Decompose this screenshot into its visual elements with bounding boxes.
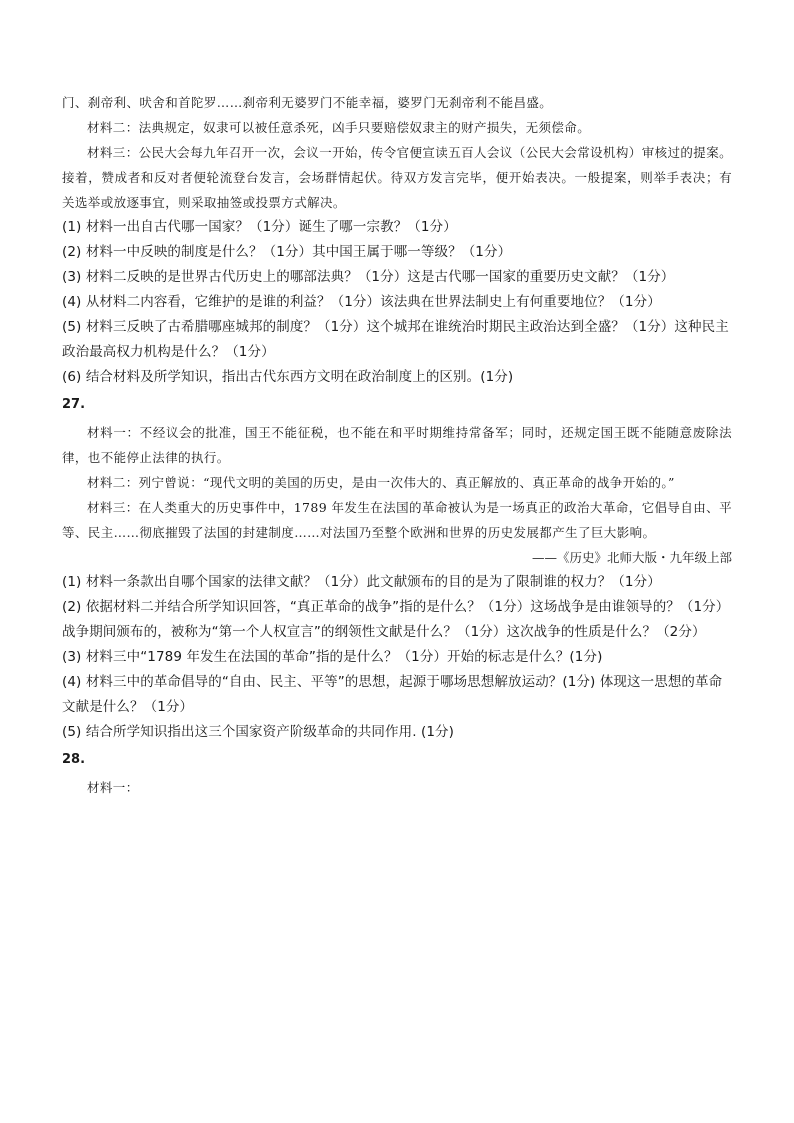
material-continuation: 门、刹帝利、吠舍和首陀罗……刹帝利无婆罗门不能幸福，婆罗门无刹帝利不能昌盛。: [62, 95, 553, 110]
question-26-5: (5) 材料三反映了古希腊哪座城邦的制度？（1分）这个城邦在谁统治时期民主政治达到全盛？（1分）这种民主政治最高权力机构是什么？（1分）: [62, 319, 729, 360]
question-list-26: [62, 215, 732, 390]
worksheet-page: [62, 90, 732, 800]
question-26-6: (6) 结合材料及所学知识，指出古代东西方文明在政治制度上的区别。(1分): [62, 369, 514, 385]
question-27-2: (2) 依据材料二并结合所学知识回答，“真正革命的战争”指的是什么？（1分）这场战争是由谁领导的？（1分）战争期间颁布的，被称为“第一个人权宣言”的纲领性文献是什么？（1分）这次战争的性质是什么？（2分）: [62, 599, 730, 640]
material-27-3: 材料三：在人类重大的历史事件中，1789 年发生在法国的革命被认为是一场真正的政治大革命，它倡导自由、平等、民主……彻底摧毁了法国的封建制度……对法国乃至整个欧洲和世界的历史发展都产生了巨大影响。: [62, 500, 732, 540]
material-2: 材料二：法典规定，奴隶可以被任意杀死，凶手只要赔偿奴隶主的财产损失，无须偿命。: [87, 120, 591, 135]
question-27-1: (1) 材料一条款出自哪个国家的法律文献？（1分）此文献颁布的目的是为了限制谁的权力？（1分）: [62, 574, 661, 590]
question-26-4: (4) 从材料二内容看，它维护的是谁的利益？（1分）该法典在世界法制史上有何重要地位？（1分）: [62, 294, 661, 310]
question-26-1: (1) 材料一出自古代哪一国家？（1分）诞生了哪一宗教？（1分）: [62, 219, 457, 235]
question-list-27: [62, 570, 732, 745]
question-26-3: (3) 材料二反映的是世界古代历史上的哪部法典？（1分）这是古代哪一国家的重要历史文献？（1分）: [62, 269, 675, 285]
question-27-4: (4) 材料三中的革命倡导的“自由、民主、平等”的思想，起源于哪场思想解放运动？(1分) 体现这一思想的革命文献是什么？（1分）: [62, 674, 723, 715]
material-27-1: 材料一：不经议会的批准，国王不能征税，也不能在和平时期维持常备军；同时，还规定国王既不能随意废除法律，也不能停止法律的执行。: [62, 425, 732, 465]
question-number-27: 27.: [62, 397, 86, 412]
question-number-28: 28.: [62, 752, 86, 767]
question-27-3: (3) 材料三中“1789 年发生在法国的革命”指的是什么？（1分）开始的标志是什么？(1分): [62, 649, 603, 665]
question-26-2: (2) 材料一中反映的制度是什么？（1分）其中国王属于哪一等级？（1分）: [62, 244, 512, 260]
source-citation: ——《历史》北师大版・九年级上部: [531, 550, 732, 565]
question-27-5: (5) 结合所学知识指出这三个国家资产阶级革命的共同作用. (1分): [62, 724, 455, 740]
material-27-2: 材料二：列宁曾说：“现代文明的美国的历史，是由一次伟大的、真正解放的、真正革命的战争开始的。”: [87, 475, 675, 490]
material-3: 材料三：公民大会每九年召开一次，会议一开始，传令官便宣读五百人会议（公民大会常设机构）审核过的提案。接着，赞成者和反对者便轮流登台发言，会场群情起伏。待双方发言完毕，便开始表决。一般提案，则举手表决；有关选举或放逐事宜，则采取抽签或投票方式解决。: [62, 145, 733, 210]
material-28-1: 材料一：: [87, 780, 139, 795]
